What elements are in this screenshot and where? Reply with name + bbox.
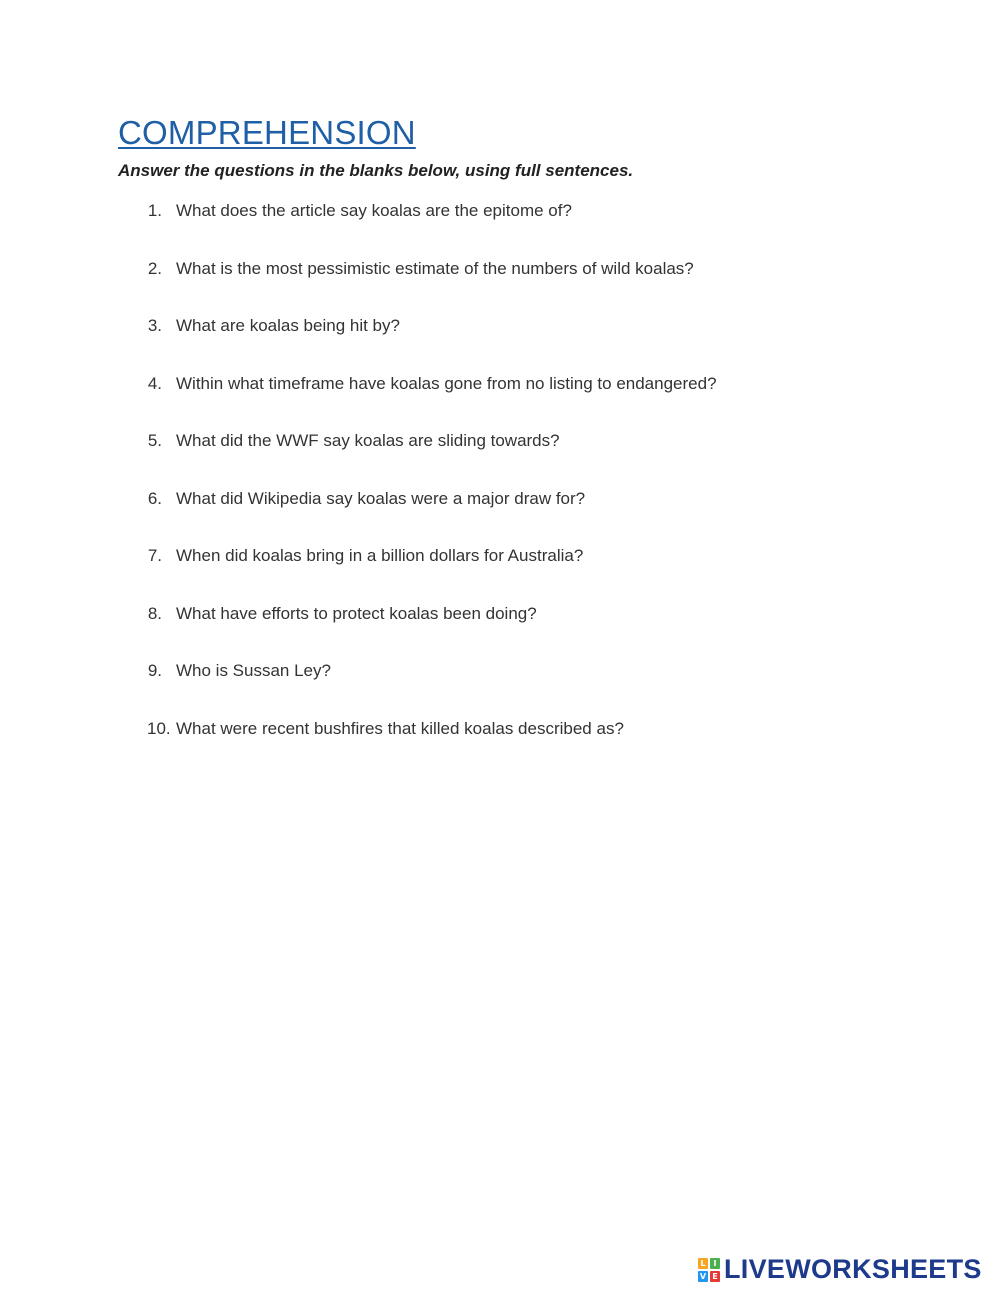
question-item (0, 431, 1000, 489)
question-number: 5. (147, 431, 162, 450)
question-number: 1. (147, 201, 162, 220)
logo-block-l: L (698, 1258, 708, 1269)
question-list (0, 201, 1000, 776)
question-text: Within what timeframe have koalas gone from no listing to endangered? (176, 373, 717, 393)
logo-text: LIVEWORKSHEETS (724, 1254, 982, 1284)
liveworksheets-logo (698, 1254, 982, 1285)
question-item (0, 604, 1000, 662)
question-number: 6. (147, 488, 162, 508)
logo-block-e: E (710, 1271, 720, 1282)
question-item (0, 546, 1000, 604)
logo-block-i: I (710, 1258, 720, 1269)
question-text: What were recent bushfires that killed koalas described as? (176, 718, 624, 738)
question-number: 9. (147, 661, 162, 680)
instructions-text: Answer the questions in the blanks below, using full sentences. (118, 161, 634, 180)
logo-blocks-icon (698, 1258, 720, 1282)
question-item (0, 316, 1000, 374)
question-text: What are koalas being hit by? (176, 316, 400, 335)
question-item (0, 201, 1000, 259)
question-number: 4. (147, 373, 162, 393)
question-number: 10. (147, 718, 171, 738)
question-text: What have efforts to protect koalas been doing? (176, 603, 537, 623)
question-text: Who is Sussan Ley? (176, 661, 331, 680)
question-item (0, 661, 1000, 719)
question-number: 7. (147, 546, 162, 565)
question-number: 8. (147, 603, 162, 623)
question-number: 2. (147, 258, 162, 278)
page-title: COMPREHENSION (118, 114, 416, 151)
question-item (0, 489, 1000, 547)
question-text: What is the most pessimistic estimate of the numbers of wild koalas? (176, 258, 694, 278)
question-text: What did the WWF say koalas are sliding towards? (176, 431, 560, 450)
question-number: 3. (147, 316, 162, 335)
logo-block-v: V (699, 1271, 707, 1281)
question-text: When did koalas bring in a billion dollars for Australia? (176, 546, 584, 565)
question-text: What does the article say koalas are the epitome of? (176, 201, 572, 220)
question-item (0, 259, 1000, 317)
question-item (0, 719, 1000, 777)
question-text: What did Wikipedia say koalas were a major draw for? (176, 488, 586, 508)
question-item (0, 374, 1000, 432)
